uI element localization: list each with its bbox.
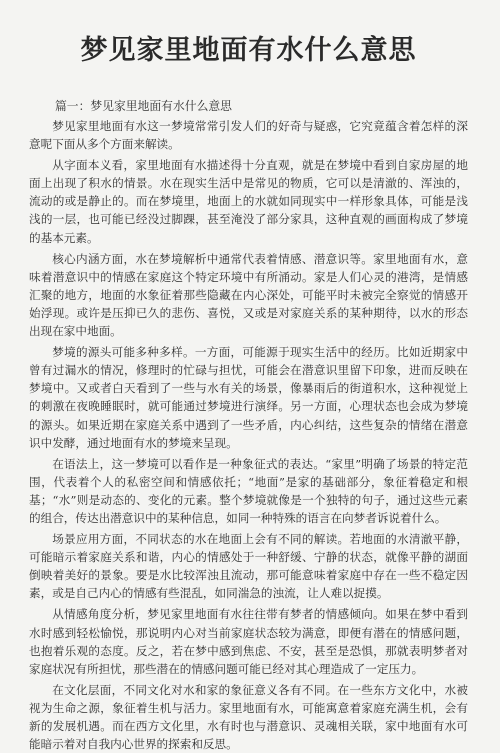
paragraph-dream-source: 梦境的源头可能多种多样。一方面，可能源于现实生活中的经历。比如近期家中曾有过漏水的情况，修理时的忙碌与担忧，可能会在潜意识里留下印象，进而反映在梦境中。又或者白天看到了一些与水有关的场景，像暴雨后的街道积水，这种视觉上的刺激在夜晚睡眠时，就可能通过梦境进行演绎。另一方面，心理状态也会成为梦境的源头。如果近期在家庭关系中遇到了一些矛盾，内心纠结，这些复杂的情绪在潜意识中发酵，通过地面有水的梦境来呈现。 bbox=[29, 345, 468, 450]
paragraph-emotion: 从情感角度分析，梦见家里地面有水往往带有梦者的情感倾向。如果在梦中看到水时感到轻松愉悦，那说明内心对当前家庭状态较为满意，即便有潜在的情感问题，也抱着乐观的态度。反之，若在梦中感到焦虑、不安，甚至是恐惧，那就表明梦者对家庭状况有所担忧，那些潜在的情感问题可能已经对其心理造成了一定压力。 bbox=[29, 607, 468, 676]
paragraph-literal-meaning: 从字面本义看，家里地面有水描述得十分直观，就是在梦境中看到自家房屋的地面上出现了积水的情景。水在现实生活中是常见的物质，它可以是清澈的、浑浊的，流动的或是静止的。而在梦境里，地面上的水就如同现实中一样形象具体，可能是浅浅的一层，也可能已经没过脚踝，甚至淹没了部分家具，这种直观的画面构成了梦境的基本元素。 bbox=[29, 158, 468, 245]
paragraph-intro: 梦见家里地面有水这一梦境常常引发人们的好奇与疑惑，它究竟蕴含着怎样的深意呢下面从多个方面来解读。 bbox=[29, 119, 468, 152]
paragraph-culture: 在文化层面，不同文化对水和家的象征意义各有不同。在一些东方文化中，水被视为生命之源，象征着生机与活力。家里地面有水，可能寓意着家庭充满生机，会有新的发展机遇。而在西方文化里，水有时也与潜意识、灵魂相关联，家中地面有水可能暗示着对自我内心世界的探索和反思。 bbox=[29, 682, 468, 752]
paragraph-scene-application: 场景应用方面，不同状态的水在地面上会有不同的解读。若地面的水清澈平静，可能暗示着家庭关系和谐，内心的情感处于一种舒缓、宁静的状态，就像平静的湖面倒映着美好的景象。要是水比较浑浊且流动，那可能意味着家庭中存在一些不稳定因素，或是自己内心的情感有些混乱，如同湍急的浊流，让人难以捉摸。 bbox=[29, 532, 468, 601]
article-subtitle: 篇一：梦见家里地面有水什么意思 bbox=[55, 99, 232, 113]
article-body bbox=[29, 117, 468, 753]
paragraph-grammar: 在语法上，这一梦境可以看作是一种象征式的表达。“家里”明确了场景的特定范围，代表着个人的私密空间和情感依托；“地面”是家的基础部分，象征着稳定和根基；“水”则是动态的、变化的元素。整个梦境就像是一个独特的句子，通过这些元素的组合，传达出潜意识中的某种信息，如同一种特殊的语言在向梦者诉说着什么。 bbox=[29, 456, 468, 525]
page-title: 梦见家里地面有水什么意思 bbox=[80, 35, 417, 66]
paragraph-core-meaning: 核心内涵方面，水在梦境解析中通常代表着情感、潜意识等。家里地面有水，意味着潜意识中的情感在家庭这个特定环境中有所涌动。家是人们心灵的港湾，是情感汇聚的地方，地面的水象征着那些隐藏在内心深处，可能平时未被完全察觉的情感开始浮现。或许是压抑已久的悲伤、喜悦，又或是对家庭关系的某种期待，以水的形态出现在家中地面。 bbox=[29, 251, 468, 339]
